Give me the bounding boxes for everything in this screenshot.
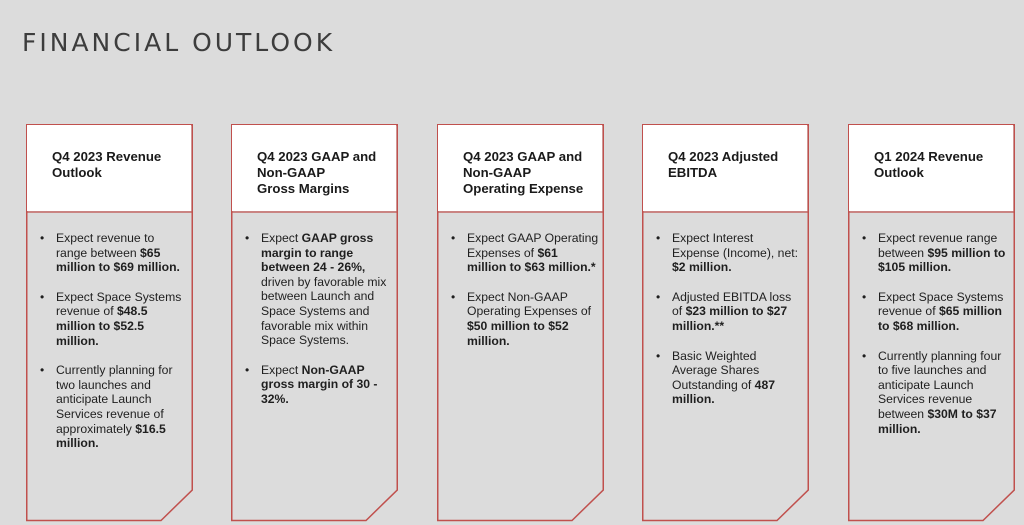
outlook-card	[437, 124, 605, 522]
bullet-item	[654, 349, 804, 407]
bullet-text-bold: $48.5 million to $52.5 million.	[56, 304, 148, 348]
card-header	[849, 125, 1013, 211]
card-title: Q4 2023 GAAP and Non-GAAP Operating Expense	[463, 149, 584, 196]
bullet-text-bold: $16.5 million.	[56, 421, 166, 451]
bullet-dot-icon: •	[40, 289, 45, 304]
bullet-text-bold: $65 million to $69 million.	[56, 245, 180, 275]
card-header	[27, 125, 191, 211]
bullet-dot-icon: •	[656, 231, 661, 245]
bullet-text-bold: $61 million to $63 million.*	[467, 245, 596, 275]
bullet-item	[654, 231, 804, 275]
card-title: Q4 2023 Adjusted EBITDA	[668, 149, 779, 180]
bullet-text-bold: $2 million.	[672, 260, 732, 275]
bullet-text: Expect Interest Expense (Income), net:	[672, 231, 798, 260]
bullet-item	[243, 231, 393, 348]
card-header	[438, 125, 602, 211]
bullet-text: Expect	[261, 231, 302, 245]
outlook-card	[26, 124, 194, 522]
bullet-item	[860, 349, 1010, 437]
bullet-text-bold: Non-GAAP gross margin of 30 - 32%.	[261, 362, 378, 406]
bullet-item	[860, 231, 1010, 275]
card-title: Q4 2023 GAAP and Non-GAAP Gross Margins	[257, 149, 377, 196]
bullet-item	[449, 290, 599, 348]
bullet-dot-icon: •	[656, 348, 661, 363]
bullet-text-bold: $65 million to $68 million.	[878, 304, 1002, 333]
bullet-text-bold: GAAP gross margin to range between 24 - 26%,	[261, 231, 374, 275]
bullet-item	[38, 363, 188, 451]
bullet-text: driven by favorable mix between Launch and Space Systems and favorable mix within Space Systems.	[261, 274, 387, 348]
bullet-item	[38, 231, 188, 275]
bullet-text: Expect	[261, 362, 302, 377]
bullet-item	[449, 231, 599, 275]
bullet-dot-icon: •	[451, 231, 456, 245]
bullet-text: Expect revenue to range between	[56, 231, 155, 260]
bullet-dot-icon: •	[451, 289, 456, 304]
bullet-text: Expect Space Systems revenue of	[56, 289, 182, 319]
bullet-text: Adjusted EBITDA loss of	[672, 289, 792, 319]
card-title: Q1 2024 Revenue Outlook	[874, 149, 984, 180]
bullet-text-bold: $95 million to $105 million.	[878, 245, 1006, 275]
card-header	[232, 125, 396, 211]
card-body	[860, 231, 1010, 451]
bullet-item	[38, 290, 188, 348]
card-title: Q4 2023 Revenue Outlook	[52, 149, 162, 180]
bullet-text: Expect GAAP Operating Expenses of	[467, 231, 599, 260]
outlook-card	[848, 124, 1016, 522]
card-body	[243, 231, 393, 422]
bullet-dot-icon: •	[40, 363, 45, 378]
card-body	[449, 231, 599, 363]
bullet-dot-icon: •	[862, 289, 867, 304]
card-body	[654, 231, 804, 422]
bullet-text: Currently planning for two launches and anticipate Launch Services revenue of approximately	[56, 363, 173, 436]
bullet-dot-icon: •	[40, 231, 45, 245]
bullet-dot-icon: •	[656, 289, 661, 304]
bullet-text: Expect Space Systems revenue of	[878, 289, 1004, 319]
bullet-text-bold: $50 million to $52 million.	[467, 318, 569, 348]
bullet-text-bold: $30M to $37 million.	[878, 406, 997, 436]
bullet-text: Expect Non-GAAP Operating Expenses of	[467, 289, 591, 319]
bullet-item	[860, 290, 1010, 334]
outlook-card	[642, 124, 810, 522]
outlook-card	[231, 124, 399, 522]
card-body	[38, 231, 188, 466]
bullet-item	[654, 290, 804, 334]
bullet-dot-icon: •	[862, 231, 867, 245]
bullet-text-bold: 487 million.	[672, 377, 776, 407]
bullet-dot-icon: •	[862, 348, 867, 363]
bullet-text: Currently planning four to five launches and anticipate Launch Services revenue between	[878, 348, 1002, 421]
bullet-text: Expect revenue range between	[878, 231, 998, 260]
bullet-dot-icon: •	[245, 362, 250, 377]
card-header	[643, 125, 807, 211]
bullet-item	[243, 363, 393, 407]
bullet-text-bold: $23 million to $27 million.**	[672, 304, 788, 333]
bullet-text: Basic Weighted Average Shares Outstanding of	[672, 348, 760, 392]
bullet-dot-icon: •	[245, 231, 250, 245]
page-title: FINANCIAL OUTLOOK	[22, 28, 336, 57]
